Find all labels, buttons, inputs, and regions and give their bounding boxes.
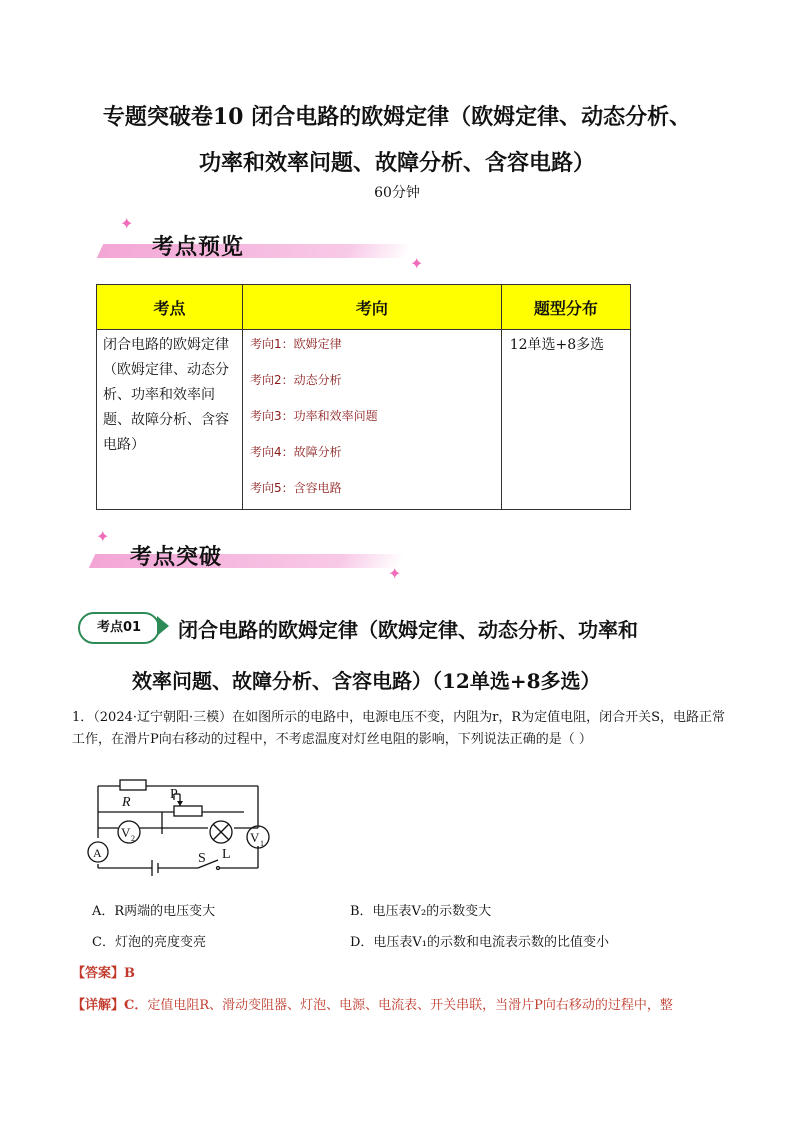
sparkle-icon: ✦ bbox=[410, 254, 424, 273]
label-v1-sub: 1 bbox=[260, 839, 264, 848]
detail-label: 【详解】 bbox=[72, 998, 125, 1013]
circuit-diagram bbox=[84, 772, 284, 882]
sparkle-icon: ✦ bbox=[96, 527, 110, 546]
label-v2-sub: 2 bbox=[131, 834, 135, 843]
kaoxiang-item: 考向3：功率和效率问题 bbox=[250, 409, 378, 423]
section-heading-line1: 闭合电路的欧姆定律（欧姆定律、动态分析、功率和 bbox=[178, 618, 638, 642]
detail-text: 定值电阻R、滑动变阻器、灯泡、电源、电流表、开关串联，当滑片P向右移动的过程中，整 bbox=[147, 998, 673, 1013]
option-b[interactable]: B．电压表V₂的示数变大 bbox=[350, 904, 492, 919]
cell-kaodian: 闭合电路的欧姆定律（欧姆定律、动态分析、功率和效率问题、故障分析、含容电路） bbox=[97, 330, 243, 510]
detail-option: C． bbox=[124, 998, 148, 1013]
resistor-r bbox=[120, 780, 146, 790]
detail-paragraph bbox=[72, 994, 732, 1013]
label-s: S bbox=[198, 851, 206, 866]
option-c[interactable]: C．灯泡的亮度变亮 bbox=[92, 935, 206, 950]
section-heading-line2: 效率问题、故障分析、含容电路）（12单选+8多选） bbox=[132, 669, 601, 693]
label-v2: V bbox=[121, 825, 131, 840]
duration: 60分钟 bbox=[374, 185, 420, 201]
header-kaodian: 考点 bbox=[97, 285, 243, 330]
banner-label: 考点预览 bbox=[152, 235, 245, 260]
kaoxiang-item: 考向2：动态分析 bbox=[250, 373, 342, 387]
option-a[interactable]: A．R两端的电压变大 bbox=[92, 904, 216, 919]
kaoxiang-item: 考向4：故障分析 bbox=[250, 445, 342, 459]
kaoxiang-item: 考向1：欧姆定律 bbox=[250, 337, 342, 351]
cell-distribution: 12单选+8多选 bbox=[501, 330, 630, 510]
sparkle-icon: ✦ bbox=[120, 214, 134, 233]
banner-label: 考点突破 bbox=[130, 545, 223, 570]
answer-label: 【答案】B bbox=[72, 966, 135, 981]
cell-kaoxiang bbox=[243, 330, 502, 510]
kaoxiang-item: 考向5：含容电路 bbox=[250, 481, 342, 495]
overview-table bbox=[96, 284, 631, 510]
option-d[interactable]: D．电压表V₁的示数和电流表示数的比值变小 bbox=[350, 935, 610, 950]
banner-overview bbox=[90, 226, 430, 266]
sparkle-icon: ✦ bbox=[388, 564, 402, 583]
question-1-text: 1．（2024·辽宁朝阳·三模）在如图所示的电路中，电源电压不变，内阻为r，R为定值电阻，闭合开关S，电路正常工作，在滑片P向右移动的过程中，不考虑温度对灯丝电阻的影响，下列说法正确的是（ ） bbox=[72, 710, 726, 747]
label-r: R bbox=[122, 795, 131, 810]
banner-breakthrough bbox=[82, 536, 422, 576]
label-l: L bbox=[222, 847, 231, 862]
label-p: P bbox=[170, 787, 178, 802]
header-kaoxiang: 考向 bbox=[243, 285, 502, 330]
page-title-line1: 专题突破卷10 闭合电路的欧姆定律（欧姆定律、动态分析、 bbox=[102, 104, 692, 130]
badge-arrow-icon bbox=[157, 616, 169, 636]
page-title-line2: 功率和效率问题、故障分析、含容电路） bbox=[198, 150, 595, 176]
banner-stripe bbox=[97, 244, 414, 258]
label-a: A bbox=[93, 846, 102, 860]
section-badge: 考点01 bbox=[78, 612, 160, 644]
header-distribution: 题型分布 bbox=[501, 285, 630, 330]
label-v1: V bbox=[250, 830, 260, 845]
